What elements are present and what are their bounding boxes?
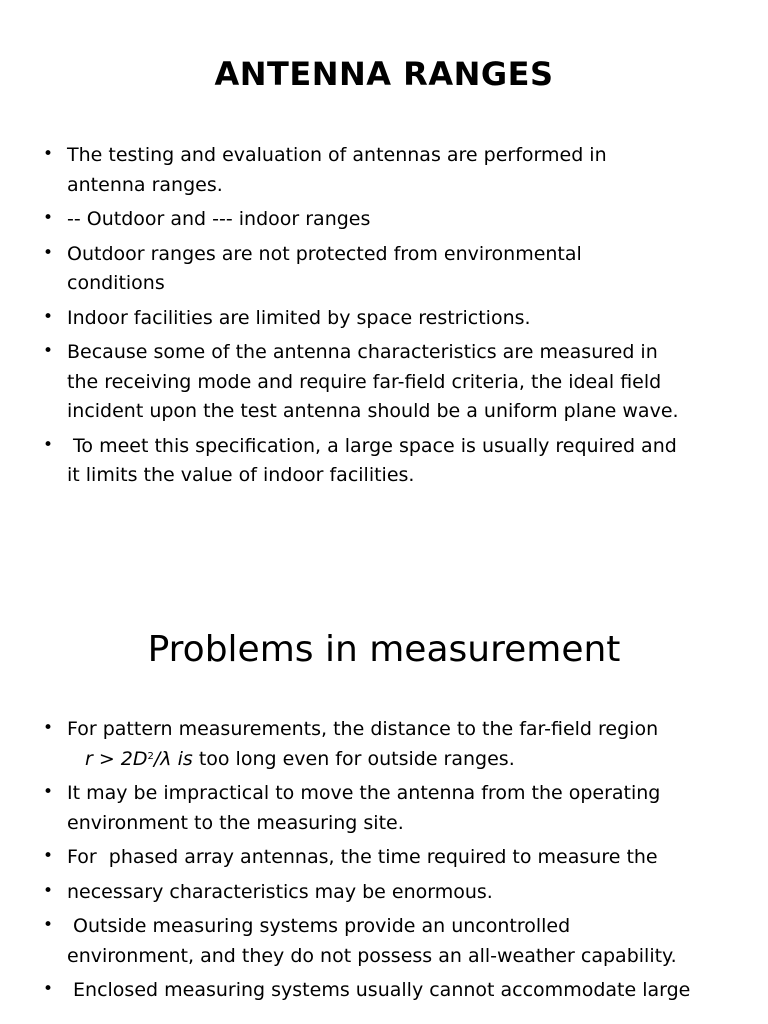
bullet-dot: • <box>43 880 54 901</box>
bullet-item <box>0 878 768 908</box>
bullet-dot: • <box>43 434 54 455</box>
bullet-dot: • <box>43 846 54 866</box>
formula-r: r > 2D <box>85 747 148 770</box>
bullet-item <box>0 304 768 334</box>
bullet-line: The testing and evaluation of antennas are performed in <box>67 144 607 166</box>
bullet-line: it limits the value of indoor facilities. <box>67 464 415 486</box>
bullet-list <box>0 715 768 1011</box>
bullet-line: -- Outdoor and --- indoor ranges <box>67 208 371 230</box>
bullet-line: Indoor facilities are limited by space restrictions. <box>67 306 531 329</box>
formula-superscript: 2 <box>147 750 154 762</box>
bullet-line: antenna ranges. <box>67 173 223 196</box>
slide-problems-in-measurement <box>0 600 768 1024</box>
bullet-line: incident upon the test antenna should be a uniform plane wave. <box>67 400 679 422</box>
formula-lambda: /λ is <box>153 747 193 770</box>
bullet-line: necessary characteristics may be enormous. <box>67 880 493 903</box>
bullet-item <box>0 843 768 873</box>
bullet-dot: • <box>43 979 54 999</box>
bullet-item <box>0 715 768 774</box>
bullet-line: It may be impractical to move the antenna from the operating <box>67 782 661 804</box>
bullet-line: conditions <box>67 272 165 294</box>
bullet-item <box>0 205 768 235</box>
bullet-line: environment, and they do not possess an all-weather capability. <box>67 944 677 967</box>
bullet-list <box>0 141 768 496</box>
bullet-line: Because some of the antenna characteristics are measured in <box>67 341 658 363</box>
slide-title: Problems in measurement <box>147 629 621 670</box>
bullet-item <box>0 432 768 491</box>
bullet-dot: • <box>43 341 54 361</box>
bullet-item <box>0 976 768 1006</box>
bullet-line: For pattern measurements, the distance to the far-field region <box>67 718 659 740</box>
bullet-dot: • <box>43 915 54 935</box>
bullet-item <box>0 240 768 299</box>
bullet-dot: • <box>43 144 54 164</box>
bullet-dot: • <box>43 242 54 263</box>
bullet-line: To meet this specification, a large space is usually required and <box>67 434 677 457</box>
bullet-item <box>0 141 768 200</box>
slide-title: ANTENNA RANGES <box>214 55 554 93</box>
bullet-item <box>0 338 768 427</box>
bullet-dot: • <box>43 208 54 228</box>
bullet-line: For phased array antennas, the time required to measure the <box>67 846 658 868</box>
bullet-line: the receiving mode and require far-field criteria, the ideal field <box>67 370 662 393</box>
bullet-dot: • <box>43 782 54 802</box>
bullet-line: Outside measuring systems provide an uncontrolled <box>67 915 571 937</box>
formula-line <box>67 745 728 775</box>
bullet-line: environment to the measuring site. <box>67 811 404 834</box>
bullet-item <box>0 779 768 838</box>
formula-rest: too long even for outside ranges. <box>192 747 515 770</box>
bullet-line: Enclosed measuring systems usually cannot accommodate large <box>67 979 691 1001</box>
bullet-dot: • <box>43 718 54 738</box>
bullet-dot: • <box>43 306 54 327</box>
bullet-item <box>0 912 768 971</box>
bullet-line: Outdoor ranges are not protected from environmental <box>67 242 582 265</box>
